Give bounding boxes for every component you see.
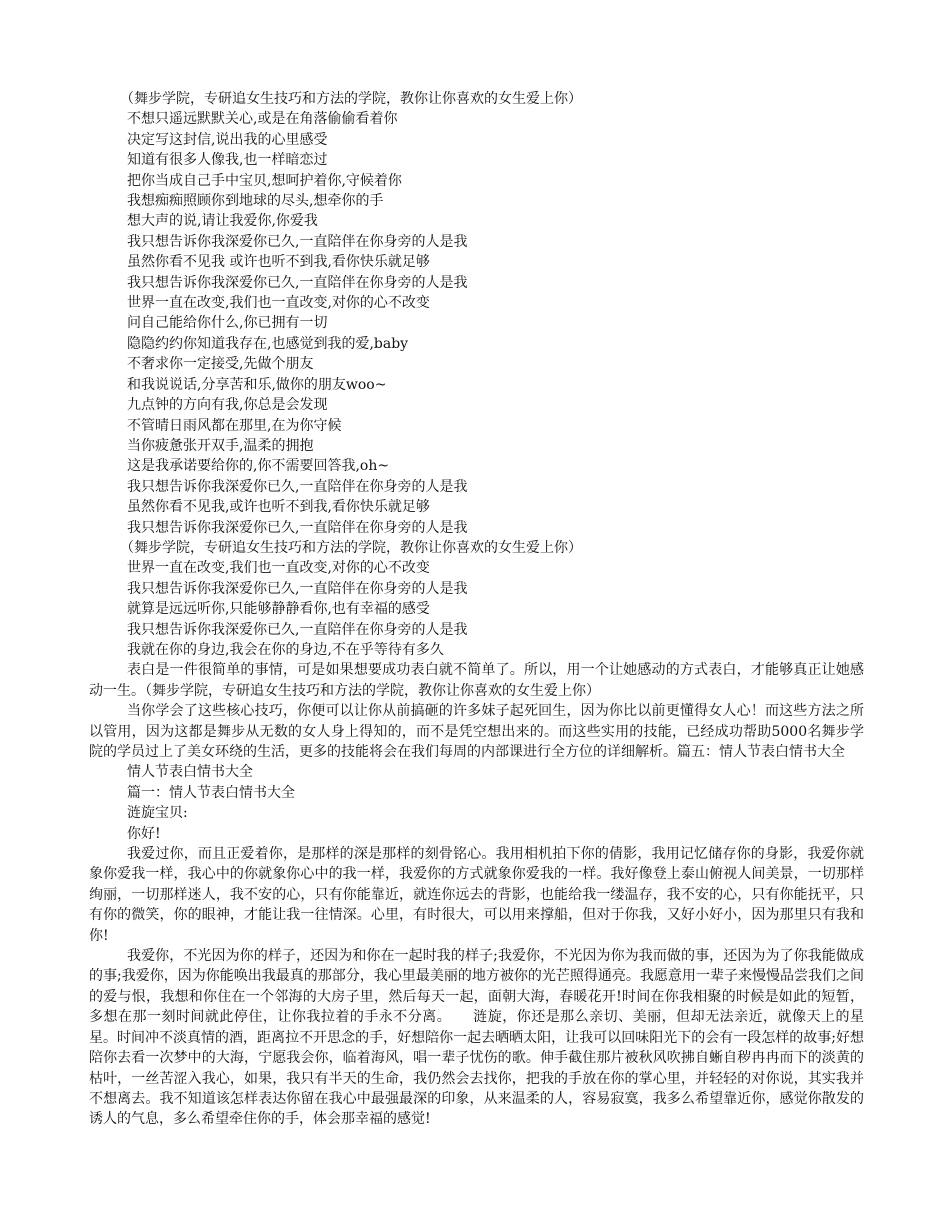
text-line: 我只想告诉你我深爱你已久,一直陪伴在你身旁的人是我 [127, 478, 468, 495]
text-line: 把你当成自己手中宝贝,想呵护着你,守候着你 [127, 172, 402, 189]
subsection-heading: 篇一：情人节表白情书大全 [127, 784, 295, 801]
body-paragraph: 当你学会了这些核心技巧，你便可以让你从前搞砸的许多妹子起死回生，因为你比以前更懂得女人心！而这些方法之所以管用，因为这都是舞步从无数的女人身上得知的，而不是凭空想出来的。而这些实用的技能，已经成功帮助5000名舞步学院的学员过上了美女环绕的生活，更多的技能将会在我们每周的内部课进行全方位的详细解析。篇五：情人节表白情书大全 [89, 703, 864, 760]
text-line: 这是我承诺要给你的,你不需要回答我,oh~ [127, 458, 390, 475]
body-paragraph: 我爱过你，而且正爱着你，是那样的深是那样的刻骨铭心。我用相机拍下你的倩影，我用记忆储存你的身影，我爱你就象你爱我一样，我心中的你就象你心中的我一样，我爱你的方式就象你爱我的一样。我好像登上泰山俯视人间美景，一切那样绚丽，一切那样迷人，我不安的心，只有你能靠近，就连你远去的背影，也能给我一缕温存，我不安的心，只有你能抚平，只有你的微笑，你的眼神，才能让我一往情深。心里，有时很大，可以用来撑船，但对于你我，又好小好小，因为那里只有我和你! [89, 846, 864, 944]
text-line: 虽然你看不见我 或许也听不到我,看你快乐就足够 [127, 254, 430, 271]
text-line: 我只想告诉你我深爱你已久,一直陪伴在你身旁的人是我 [127, 233, 468, 250]
text-line: （舞步学院，专研追女生技巧和方法的学院，教你让你喜欢的女生爱上你） [120, 539, 582, 556]
text-line: 我只想告诉你我深爱你已久,一直陪伴在你身旁的人是我 [127, 621, 468, 638]
text-line: 当你疲惫张开双手,温柔的拥抱 [127, 437, 314, 454]
document-page [89, 89, 864, 1130]
text-line: 就算是远远听你,只能够静静看你,也有幸福的感受 [127, 601, 430, 618]
text-line: 我只想告诉你我深爱你已久,一直陪伴在你身旁的人是我 [127, 274, 468, 291]
text-line: 隐隐约约你知道我存在,也感觉到我的爱,baby [127, 335, 409, 352]
text-line: 不奢求你一定接受,先做个朋友 [127, 356, 314, 373]
body-paragraph: 表白是一件很简单的事情，可是如果想要成功表白就不简单了。所以，用一个让她感动的方式表白，才能够真正让她感动一生。（舞步学院，专研追女生技巧和方法的学院，教你让你喜欢的女生爱上你） [89, 662, 864, 699]
body-paragraph: 我爱你，不光因为你的样子，还因为和你在一起时我的样子;我爱你，不光因为你为我而做的事，还因为为了你我能做成的事;我爱你，因为你能唤出我最真的那部分，我心里最美丽的地方被你的光芒照得通亮。我愿意用一辈子来慢慢品尝我们之间的爱与恨，我想和你住在一个邻海的大房子里，然后每天一起，面朝大海，春暖花开!时间在你我相聚的时候是如此的短暂，多想在那一刻时间就此停住，让你我拉着的手永不分离。 涟旋，你还是那么亲切、美丽，但却无法亲近，就像天上的星星。时间冲不淡真情的酒，距离拉不开思念的手，好想陪你一起去晒晒太阳，让我可以回味阳光下的会有一段怎样的故事;好想陪你去看一次梦中的大海，宁愿我会你，临着海风，唱一辈子忧伤的歌。伸手截住那片被秋风吹拂自蜥自秽冉冉而下的淡黄的枯叶，一丝苦涩入我心，如果，我只有半天的生命，我仍然会去找你，把我的手放在你的掌心里，并轻轻的对你说，其实我并不想离去。我不知道该怎样表达你留在我心中最强最深的印象，从来温柔的人，容易寂寞，我多么希望靠近你，感觉你散发的诱人的气息，多么希望牵住你的手，体会那幸福的感觉! [89, 948, 864, 1128]
text-line: （舞步学院，专研追女生技巧和方法的学院，教你让你喜欢的女生爱上你） [120, 91, 582, 107]
letter-greeting: 你好! [127, 825, 161, 842]
text-line: 虽然你看不见我,或许也听不到我,看你快乐就足够 [127, 499, 430, 516]
text-line: 我想痴痴照顾你到地球的尽头,想牵你的手 [127, 193, 384, 210]
text-line: 决定写这封信,说出我的心里感受 [127, 131, 328, 148]
text-line: 不想只遥远默默关心,或是在角落偷偷看着你 [127, 111, 398, 128]
text-line: 我只想告诉你我深爱你已久,一直陪伴在你身旁的人是我 [127, 519, 468, 536]
text-line: 我就在你的身边,我会在你的身边,不在乎等待有多久 [127, 641, 444, 658]
text-line: 知道有很多人像我,也一样暗恋过 [127, 152, 328, 169]
text-line: 我只想告诉你我深爱你已久,一直陪伴在你身旁的人是我 [127, 580, 468, 597]
text-line: 想大声的说,请让我爱你,你爱我 [127, 213, 318, 230]
text-line: 不管晴日雨风都在那里,在为你守候 [127, 417, 342, 434]
section-heading: 情人节表白情书大全 [127, 764, 253, 781]
text-line: 和我说说话,分享苦和乐,做你的朋友woo~ [127, 376, 387, 393]
letter-salutation: 涟旋宝贝: [127, 805, 188, 822]
text-line: 九点钟的方向有我,你总是会发现 [127, 397, 328, 414]
text-line: 世界一直在改变,我们也一直改变,对你的心不改变 [127, 560, 430, 577]
text-line: 问自己能给你什么,你已拥有一切 [127, 315, 328, 332]
text-line: 世界一直在改变,我们也一直改变,对你的心不改变 [127, 295, 430, 312]
